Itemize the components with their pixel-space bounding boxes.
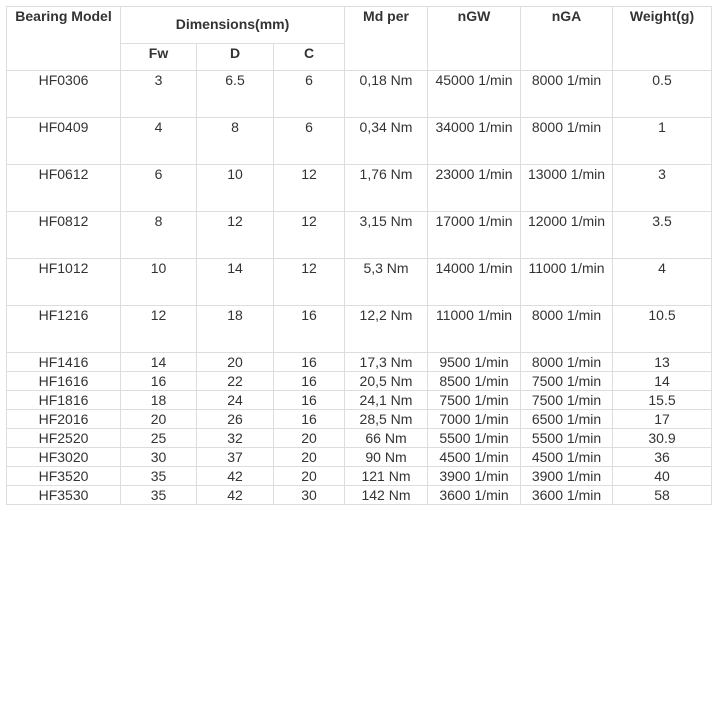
cell-c: 16 — [274, 306, 345, 353]
cell-weight: 15.5 — [613, 391, 712, 410]
cell-fw: 16 — [121, 372, 197, 391]
table-row — [7, 259, 712, 306]
cell-d: 42 — [197, 486, 274, 505]
cell-d: 18 — [197, 306, 274, 353]
table-row — [7, 467, 712, 486]
table-row — [7, 165, 712, 212]
cell-md: 28,5 Nm — [345, 410, 428, 429]
cell-weight: 17 — [613, 410, 712, 429]
cell-d: 32 — [197, 429, 274, 448]
cell-model: HF0306 — [7, 71, 121, 118]
cell-md: 0,18 Nm — [345, 71, 428, 118]
cell-nga: 3900 1/min — [521, 467, 613, 486]
header-md-per: Md per — [345, 7, 428, 71]
cell-fw: 18 — [121, 391, 197, 410]
cell-fw: 30 — [121, 448, 197, 467]
cell-fw: 8 — [121, 212, 197, 259]
cell-c: 30 — [274, 486, 345, 505]
cell-fw: 4 — [121, 118, 197, 165]
cell-ngw: 9500 1/min — [428, 353, 521, 372]
cell-ngw: 7000 1/min — [428, 410, 521, 429]
table-row — [7, 71, 712, 118]
cell-nga: 8000 1/min — [521, 353, 613, 372]
cell-model: HF3520 — [7, 467, 121, 486]
cell-nga: 3600 1/min — [521, 486, 613, 505]
cell-d: 22 — [197, 372, 274, 391]
cell-model: HF0812 — [7, 212, 121, 259]
cell-d: 12 — [197, 212, 274, 259]
header-ngw: nGW — [428, 7, 521, 71]
cell-weight: 40 — [613, 467, 712, 486]
header-weight: Weight(g) — [613, 7, 712, 71]
cell-ngw: 45000 1/min — [428, 71, 521, 118]
cell-weight: 14 — [613, 372, 712, 391]
header-c: C — [274, 43, 345, 70]
table-header — [7, 7, 712, 71]
cell-weight: 58 — [613, 486, 712, 505]
header-d: D — [197, 43, 274, 70]
cell-c: 20 — [274, 429, 345, 448]
cell-md: 24,1 Nm — [345, 391, 428, 410]
cell-weight: 1 — [613, 118, 712, 165]
cell-fw: 35 — [121, 467, 197, 486]
cell-nga: 8000 1/min — [521, 306, 613, 353]
table-row — [7, 118, 712, 165]
cell-c: 12 — [274, 259, 345, 306]
cell-c: 12 — [274, 212, 345, 259]
cell-nga: 5500 1/min — [521, 429, 613, 448]
cell-ngw: 8500 1/min — [428, 372, 521, 391]
cell-weight: 30.9 — [613, 429, 712, 448]
cell-model: HF0612 — [7, 165, 121, 212]
cell-model: HF2520 — [7, 429, 121, 448]
cell-c: 12 — [274, 165, 345, 212]
cell-fw: 3 — [121, 71, 197, 118]
cell-model: HF1816 — [7, 391, 121, 410]
cell-d: 20 — [197, 353, 274, 372]
cell-fw: 35 — [121, 486, 197, 505]
cell-c: 20 — [274, 448, 345, 467]
cell-nga: 8000 1/min — [521, 71, 613, 118]
header-nga: nGA — [521, 7, 613, 71]
cell-ngw: 17000 1/min — [428, 212, 521, 259]
cell-weight: 3.5 — [613, 212, 712, 259]
table-row — [7, 212, 712, 259]
cell-model: HF1216 — [7, 306, 121, 353]
header-fw: Fw — [121, 43, 197, 70]
table-row — [7, 391, 712, 410]
cell-c: 6 — [274, 71, 345, 118]
cell-ngw: 23000 1/min — [428, 165, 521, 212]
cell-md: 17,3 Nm — [345, 353, 428, 372]
cell-model: HF1616 — [7, 372, 121, 391]
cell-md: 90 Nm — [345, 448, 428, 467]
table-row — [7, 410, 712, 429]
cell-ngw: 3900 1/min — [428, 467, 521, 486]
cell-c: 6 — [274, 118, 345, 165]
table-row — [7, 372, 712, 391]
cell-weight: 3 — [613, 165, 712, 212]
header-dimensions: Dimensions(mm) — [121, 7, 345, 44]
cell-weight: 0.5 — [613, 71, 712, 118]
cell-d: 8 — [197, 118, 274, 165]
cell-c: 16 — [274, 410, 345, 429]
cell-c: 20 — [274, 467, 345, 486]
cell-ngw: 14000 1/min — [428, 259, 521, 306]
cell-d: 26 — [197, 410, 274, 429]
cell-md: 3,15 Nm — [345, 212, 428, 259]
cell-d: 42 — [197, 467, 274, 486]
header-bearing-model: Bearing Model — [7, 7, 121, 71]
cell-nga: 6500 1/min — [521, 410, 613, 429]
cell-nga: 11000 1/min — [521, 259, 613, 306]
cell-fw: 12 — [121, 306, 197, 353]
cell-d: 37 — [197, 448, 274, 467]
cell-model: HF1012 — [7, 259, 121, 306]
cell-model: HF2016 — [7, 410, 121, 429]
cell-nga: 8000 1/min — [521, 118, 613, 165]
cell-weight: 36 — [613, 448, 712, 467]
cell-ngw: 11000 1/min — [428, 306, 521, 353]
cell-fw: 14 — [121, 353, 197, 372]
table-row — [7, 353, 712, 372]
cell-model: HF3020 — [7, 448, 121, 467]
table-row — [7, 486, 712, 505]
cell-nga: 7500 1/min — [521, 372, 613, 391]
cell-fw: 6 — [121, 165, 197, 212]
cell-d: 6.5 — [197, 71, 274, 118]
cell-model: HF3530 — [7, 486, 121, 505]
cell-weight: 10.5 — [613, 306, 712, 353]
cell-md: 66 Nm — [345, 429, 428, 448]
cell-md: 5,3 Nm — [345, 259, 428, 306]
cell-c: 16 — [274, 391, 345, 410]
cell-d: 14 — [197, 259, 274, 306]
cell-md: 142 Nm — [345, 486, 428, 505]
cell-c: 16 — [274, 372, 345, 391]
cell-weight: 4 — [613, 259, 712, 306]
cell-md: 12,2 Nm — [345, 306, 428, 353]
cell-md: 0,34 Nm — [345, 118, 428, 165]
cell-md: 121 Nm — [345, 467, 428, 486]
cell-weight: 13 — [613, 353, 712, 372]
cell-model: HF0409 — [7, 118, 121, 165]
cell-ngw: 34000 1/min — [428, 118, 521, 165]
table-row — [7, 429, 712, 448]
cell-d: 24 — [197, 391, 274, 410]
cell-nga: 4500 1/min — [521, 448, 613, 467]
table-body — [7, 71, 712, 505]
cell-md: 1,76 Nm — [345, 165, 428, 212]
cell-ngw: 5500 1/min — [428, 429, 521, 448]
bearing-spec-table — [6, 6, 712, 505]
cell-fw: 25 — [121, 429, 197, 448]
cell-nga: 12000 1/min — [521, 212, 613, 259]
cell-fw: 20 — [121, 410, 197, 429]
cell-d: 10 — [197, 165, 274, 212]
cell-ngw: 4500 1/min — [428, 448, 521, 467]
cell-ngw: 3600 1/min — [428, 486, 521, 505]
cell-model: HF1416 — [7, 353, 121, 372]
cell-nga: 7500 1/min — [521, 391, 613, 410]
table-row — [7, 306, 712, 353]
cell-fw: 10 — [121, 259, 197, 306]
cell-c: 16 — [274, 353, 345, 372]
cell-nga: 13000 1/min — [521, 165, 613, 212]
table-row — [7, 448, 712, 467]
cell-ngw: 7500 1/min — [428, 391, 521, 410]
cell-md: 20,5 Nm — [345, 372, 428, 391]
